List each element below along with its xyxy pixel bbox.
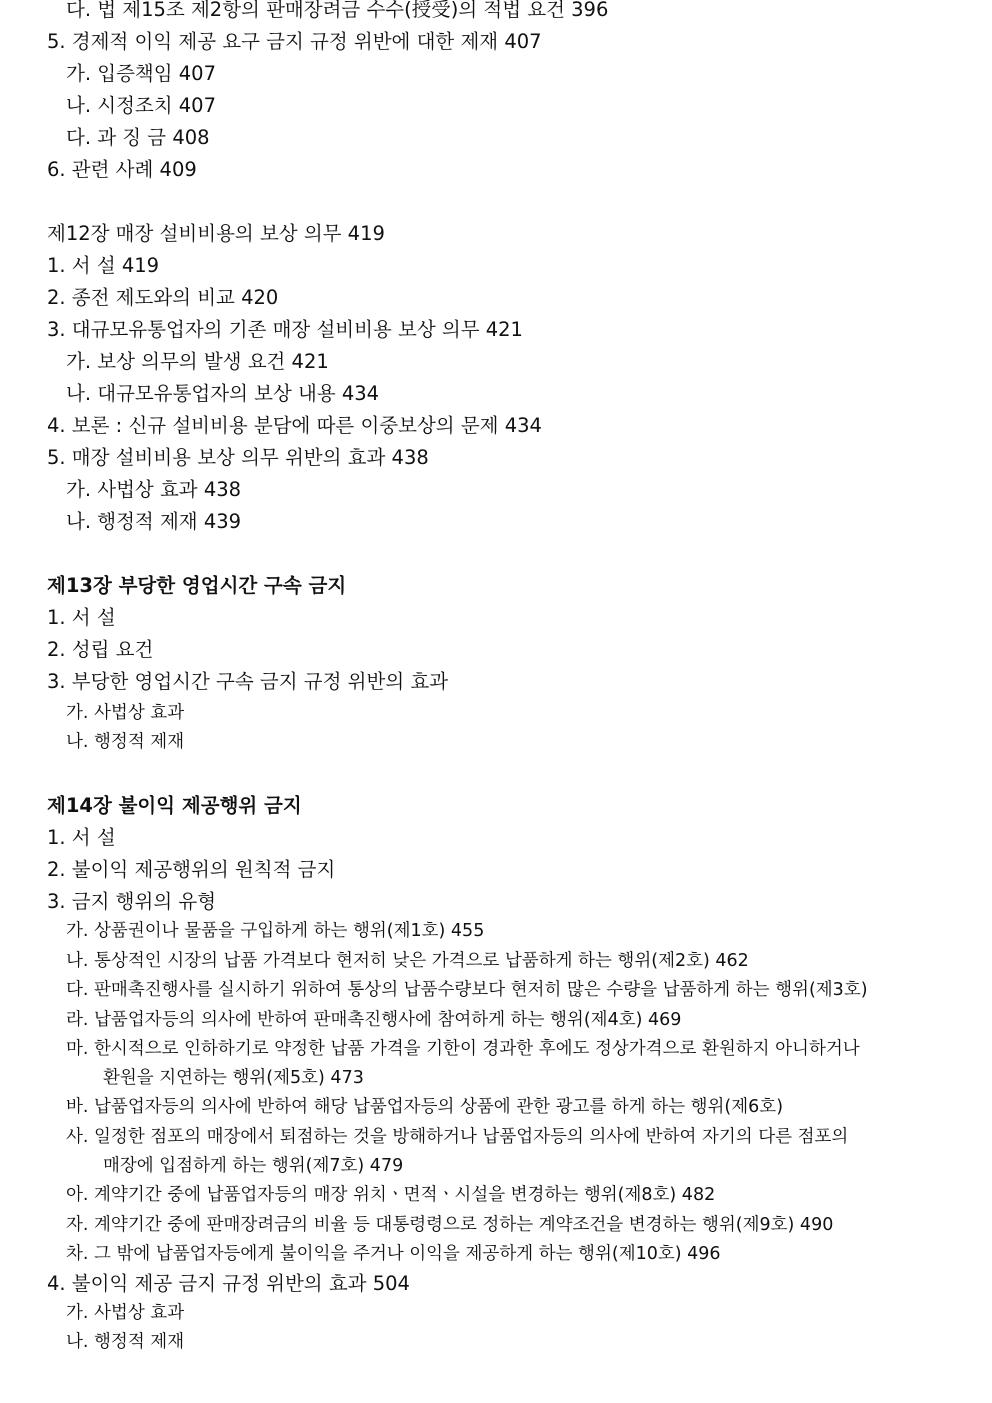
- toc-entry: 매장에 입점하게 하는 행위(제7호) 479: [103, 1156, 404, 1176]
- toc-entry: 3. 대규모유통업자의 기존 매장 설비비용 보상 의무 421: [47, 318, 523, 341]
- toc-entry: 가. 사법상 효과: [66, 703, 185, 723]
- toc-entry: 5. 매장 설비비용 보상 의무 위반의 효과 438: [47, 446, 429, 469]
- toc-entry: 5. 경제적 이익 제공 요구 금지 규정 위반에 대한 제재 407: [47, 30, 542, 53]
- toc-entry: 나. 행정적 제재: [66, 732, 185, 752]
- chapter-heading: 제13장 부당한 영업시간 구속 금지: [47, 574, 347, 597]
- toc-entry: 3. 금지 행위의 유형: [47, 890, 217, 913]
- toc-entry: 4. 보론 : 신규 설비비용 분담에 따른 이중보상의 문제 434: [47, 414, 542, 437]
- toc-entry: 2. 종전 제도와의 비교 420: [47, 286, 279, 309]
- toc-entry: 아. 계약기간 중에 납품업자등의 매장 위치ㆍ면적ㆍ시설을 변경하는 행위(제8호) 482: [66, 1185, 716, 1205]
- toc-entry: 바. 납품업자등의 의사에 반하여 해당 납품업자등의 상품에 관한 광고를 하게 하는 행위(제6호): [66, 1097, 784, 1117]
- toc-entry: 가. 보상 의무의 발생 요건 421: [66, 350, 329, 373]
- toc-entry: 나. 통상적인 시장의 납품 가격보다 현저히 낮은 가격으로 납품하게 하는 행위(제2호) 462: [66, 951, 749, 971]
- toc-entry: 3. 부당한 영업시간 구속 금지 규정 위반의 효과: [47, 670, 449, 693]
- toc-entry: 다. 과 징 금 408: [66, 126, 210, 149]
- chapter-heading: 제12장 매장 설비비용의 보상 의무 419: [47, 222, 385, 245]
- toc-entry: 환원을 지연하는 행위(제5호) 473: [103, 1068, 364, 1088]
- toc-entry: 6. 관련 사례 409: [47, 158, 197, 181]
- toc-entry: 라. 납품업자등의 의사에 반하여 판매촉진행사에 참여하게 하는 행위(제4호) 469: [66, 1010, 682, 1030]
- toc-entry: 사. 일정한 점포의 매장에서 퇴점하는 것을 방해하거나 납품업자등의 의사에 반하여 자기의 다른 점포의: [66, 1127, 849, 1147]
- toc-entry: 자. 계약기간 중에 판매장려금의 비율 등 대통령령으로 정하는 계약조건을 변경하는 행위(제9호) 490: [66, 1215, 834, 1235]
- toc-entry: 4. 불이익 제공 금지 규정 위반의 효과 504: [47, 1272, 410, 1295]
- toc-entry: 마. 한시적으로 인하하기로 약정한 납품 가격을 기한이 경과한 후에도 정상가격으로 환원하지 아니하거나: [66, 1039, 860, 1059]
- toc-entry: 가. 입증책임 407: [66, 62, 217, 85]
- toc-entry: 가. 사법상 효과: [66, 1303, 185, 1323]
- toc-entry: 나. 대규모유통업자의 보상 내용 434: [66, 382, 380, 405]
- toc-entry: 2. 불이익 제공행위의 원칙적 금지: [47, 858, 336, 881]
- toc-entry: 다. 판매촉진행사를 실시하기 위하여 통상의 납품수량보다 현저히 많은 수량을 납품하게 하는 행위(제3호): [66, 980, 868, 1000]
- toc-entry: 1. 서 설: [47, 826, 116, 849]
- toc-entry: 나. 시정조치 407: [66, 94, 217, 117]
- toc-entry: 다. 법 제15조 제2항의 판매장려금 수수(授受)의 적법 요건 396: [66, 0, 609, 21]
- toc-entry: 차. 그 밖에 납품업자등에게 불이익을 주거나 이익을 제공하게 하는 행위(제10호) 496: [66, 1244, 721, 1264]
- toc-entry: 가. 사법상 효과 438: [66, 478, 242, 501]
- chapter-heading: 제14장 불이익 제공행위 금지: [47, 794, 302, 817]
- toc-entry: 2. 성립 요건: [47, 638, 154, 661]
- toc-entry: 나. 행정적 제재 439: [66, 510, 242, 533]
- toc-entry: 나. 행정적 제재: [66, 1332, 185, 1352]
- toc-entry: 1. 서 설 419: [47, 254, 160, 277]
- toc-entry: 1. 서 설: [47, 606, 116, 629]
- toc-entry: 가. 상품권이나 물품을 구입하게 하는 행위(제1호) 455: [66, 921, 485, 941]
